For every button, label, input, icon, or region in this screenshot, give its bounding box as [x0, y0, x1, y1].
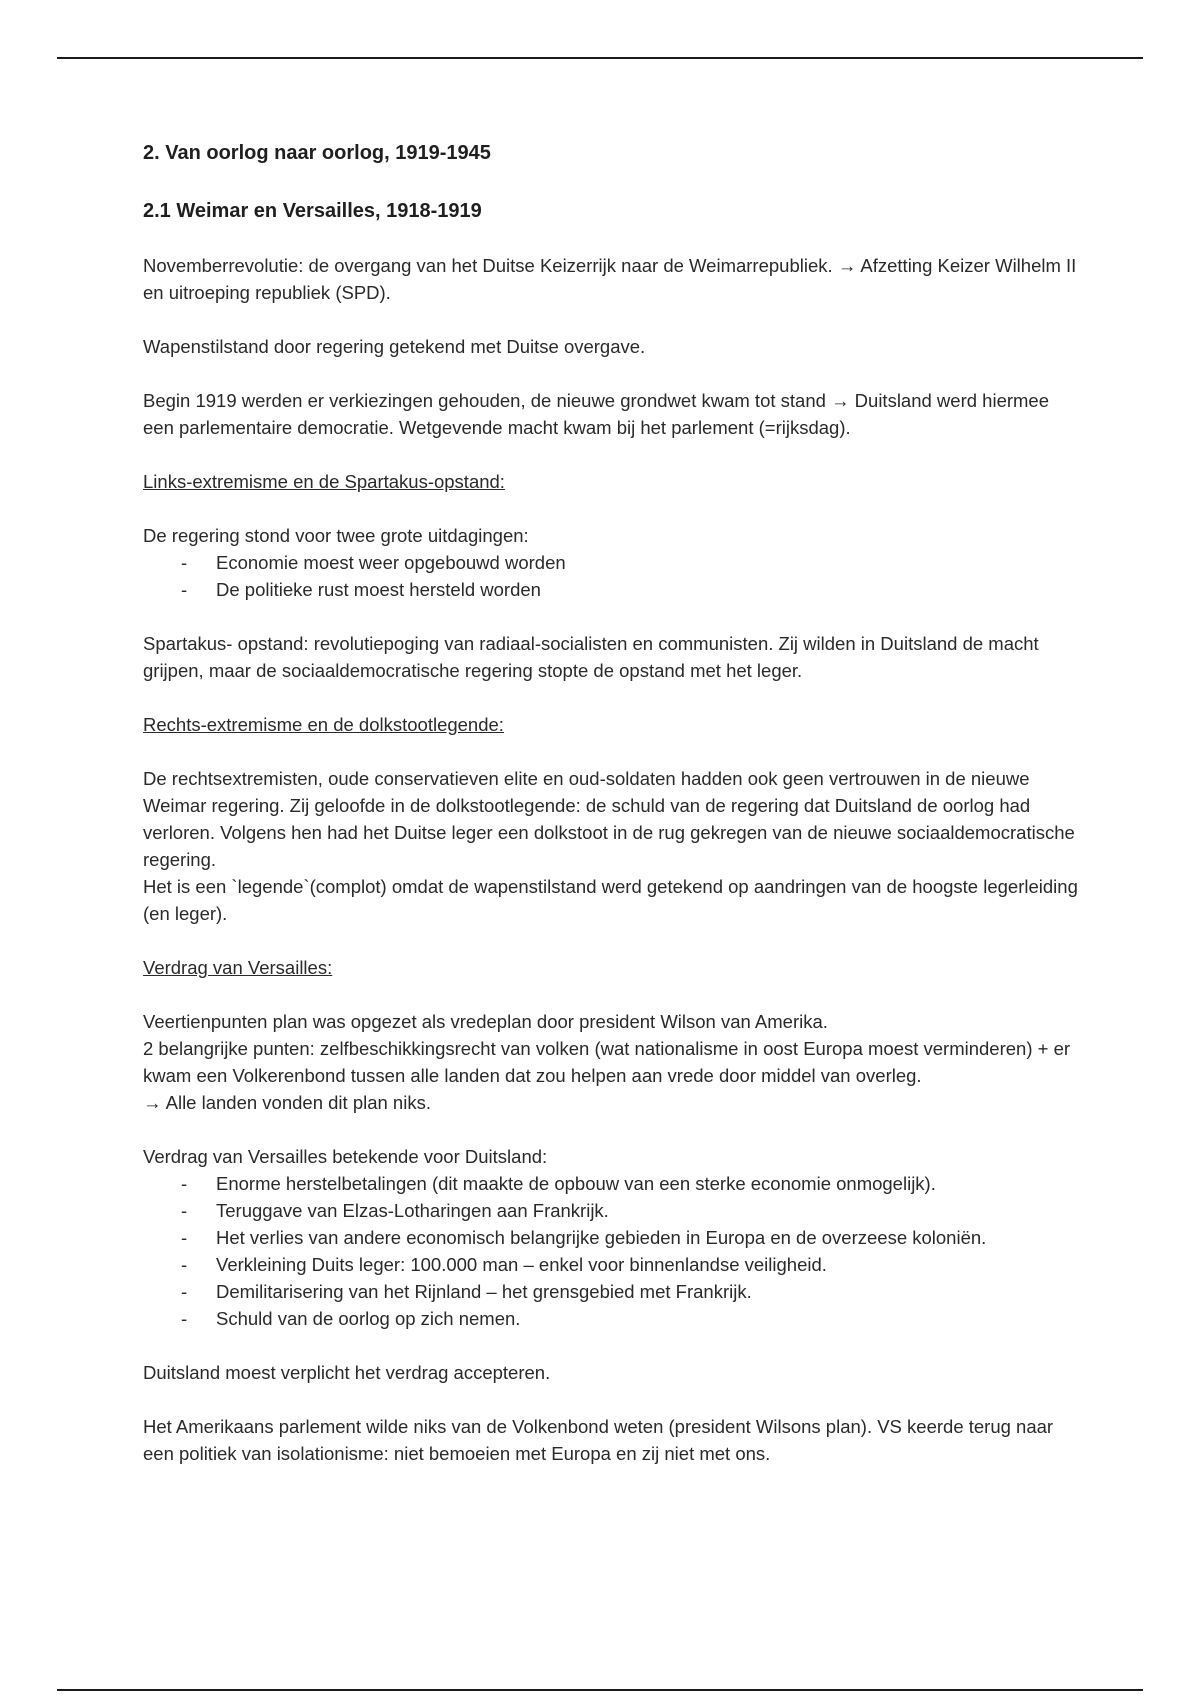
paragraph-verdrag-intro: Verdrag van Versailles betekende voor Duitsland: [143, 1146, 548, 1167]
section-title: 2.1 Weimar en Versailles, 1918-1919 [143, 200, 482, 222]
header-rule [57, 57, 1143, 59]
list-item: - Schuld van de oorlog op zich nemen. [143, 1305, 1083, 1332]
paragraph-wapenstilstand: Wapenstilstand door regering getekend met Duitse overgave. [143, 336, 646, 357]
paragraph-spartakus: Spartakus- opstand: revolutiepoging van radiaal-socialisten en communisten. Zij wilden in Duitsland de macht grijpen, maar de sociaaldemocratische regering stopte de opstand met het leger. [143, 633, 1039, 681]
paragraph-verplicht: Duitsland moest verplicht het verdrag accepteren. [143, 1362, 551, 1383]
paragraph-line: → Alle landen vonden dit plan niks. [143, 1092, 431, 1113]
paragraph-line: Het is een `legende`(complot) omdat de wapenstilstand werd getekend op aandringen van de hoogste legerleiding (en leger). [143, 876, 1078, 924]
list-item: - Economie moest weer opgebouwd worden [143, 549, 1083, 576]
paragraph-line: Veertienpunten plan was opgezet als vredeplan door president Wilson van Amerika. [143, 1011, 828, 1032]
list-verdrag-gevolgen [143, 1170, 1083, 1332]
paragraph-dolkstootlegende [143, 765, 1083, 927]
document-body [143, 140, 1083, 1494]
list-item: - Enorme herstelbetalingen (dit maakte de opbouw van een sterke economie onmogelijk). [143, 1170, 1083, 1197]
subheading-links-extremisme: Links-extremisme en de Spartakus-opstand: [143, 471, 505, 492]
subheading-rechts-extremisme: Rechts-extremisme en de dolkstootlegende: [143, 714, 504, 735]
paragraph-uitdagingen-intro: De regering stond voor twee grote uitdagingen: [143, 525, 529, 546]
list-item: - De politieke rust moest hersteld worden [143, 576, 1083, 603]
paragraph-line: 2 belangrijke punten: zelfbeschikkingsrecht van volken (wat nationalisme in oost Europa moest verminderen) + er kwam een Volkerenbond tussen alle landen dat zou helpen aan vrede door middel van overleg. [143, 1038, 1071, 1086]
paragraph-line: De rechtsextremisten, oude conservatieven elite en oud-soldaten hadden ook geen vertrouwen in de nieuwe Weimar regering. Zij geloofde in de dolkstootlegende: de schuld van de regering dat Duitsland de oorlog had verloren. Volgens hen had het Duitse leger een dolkstoot in de rug gekregen van de nieuwe sociaaldemocratische regering. [143, 768, 1075, 870]
list-uitdagingen [143, 549, 1083, 603]
list-item: - Teruggave van Elzas-Lotharingen aan Frankrijk. [143, 1197, 1083, 1224]
chapter-title: 2. Van oorlog naar oorlog, 1919-1945 [143, 142, 491, 164]
paragraph-veertienpunten [143, 1008, 1083, 1116]
footer-rule [57, 1689, 1143, 1691]
list-item: - Het verlies van andere economisch belangrijke gebieden in Europa en de overzeese koloniën. [143, 1224, 1083, 1251]
subheading-verdrag-versailles: Verdrag van Versailles: [143, 957, 333, 978]
list-item: - Verkleining Duits leger: 100.000 man – enkel voor binnenlandse veiligheid. [143, 1251, 1083, 1278]
paragraph-amerika: Het Amerikaans parlement wilde niks van de Volkenbond weten (president Wilsons plan). VS keerde terug naar een politiek van isolationisme: niet bemoeien met Europa en zij niet met ons. [143, 1416, 1054, 1464]
list-item: - Demilitarisering van het Rijnland – het grensgebied met Frankrijk. [143, 1278, 1083, 1305]
paragraph-begin-1919: Begin 1919 werden er verkiezingen gehouden, de nieuwe grondwet kwam tot stand → Duitsland werd hiermee een parlementaire democratie. Wetgevende macht kwam bij het parlement (=rijksdag). [143, 390, 1050, 438]
paragraph-novemberrevolutie: Novemberrevolutie: de overgang van het Duitse Keizerrijk naar de Weimarrepubliek. → Afzetting Keizer Wilhelm II en uitroeping republiek (SPD). [143, 255, 1077, 303]
